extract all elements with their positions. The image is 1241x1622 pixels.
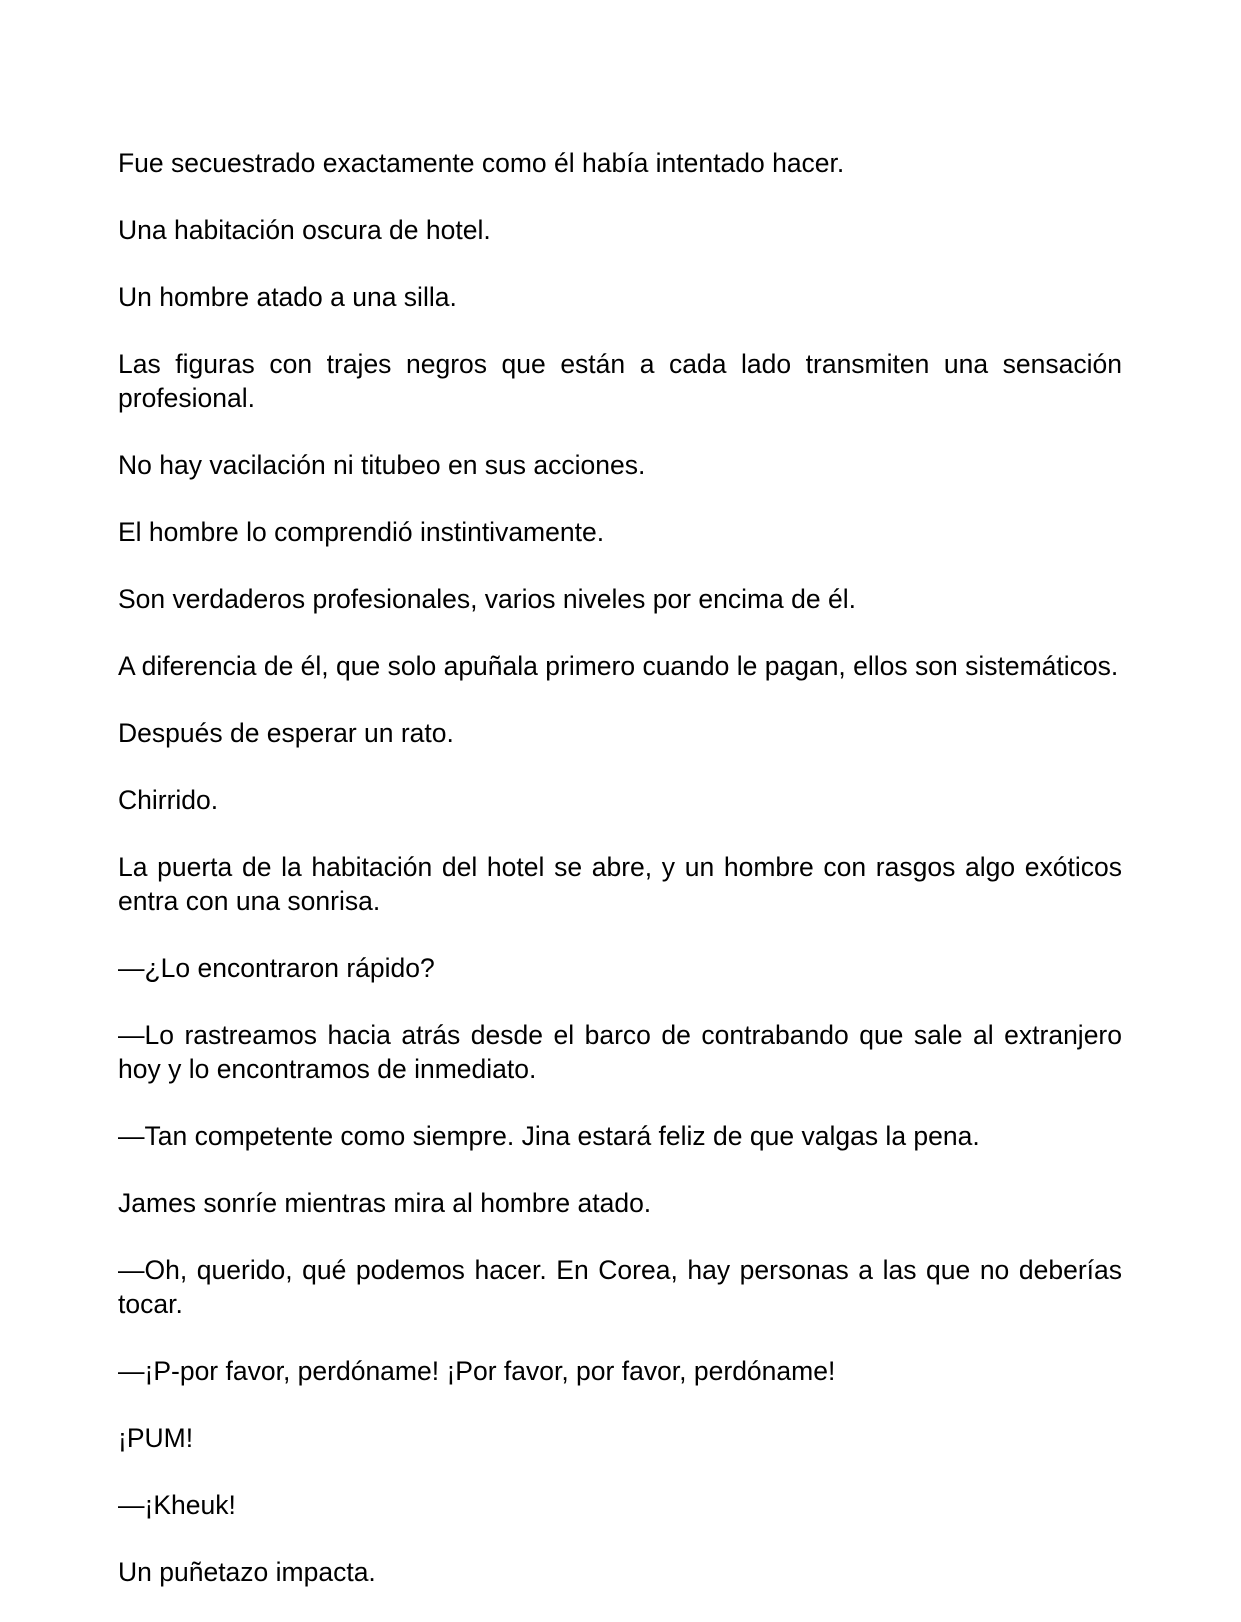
paragraph-5: No hay vacilación ni titubeo en sus acciones.: [118, 450, 646, 480]
paragraph-6: El hombre lo comprendió instintivamente.: [118, 517, 605, 547]
paragraph-9: Después de esperar un rato.: [118, 718, 454, 748]
paragraph-17: —¡P-por favor, perdóname! ¡Por favor, por favor, perdóname!: [118, 1356, 836, 1386]
paragraph-15: James sonríe mientras mira al hombre atado.: [118, 1188, 652, 1218]
paragraph-10: Chirrido.: [118, 785, 219, 815]
paragraph-1: Fue secuestrado exactamente como él había intentado hacer.: [118, 148, 845, 178]
paragraph-11: La puerta de la habitación del hotel se abre, y un hombre con rasgos algo exóticos entra con una sonrisa.: [118, 852, 1122, 916]
paragraph-20: Un puñetazo impacta.: [118, 1557, 376, 1587]
paragraph-19: —¡Kheuk!: [118, 1490, 236, 1520]
paragraph-16: —Oh, querido, qué podemos hacer. En Corea, hay personas a las que no deberías tocar.: [118, 1255, 1122, 1319]
paragraph-3: Un hombre atado a una silla.: [118, 282, 457, 312]
paragraph-4: Las figuras con trajes negros que están a cada lado transmiten una sensación profesional.: [118, 349, 1122, 413]
paragraph-8: A diferencia de él, que solo apuñala primero cuando le pagan, ellos son sistemáticos.: [118, 651, 1119, 681]
paragraph-2: Una habitación oscura de hotel.: [118, 215, 491, 245]
document-page: [118, 146, 1122, 1622]
paragraph-14: —Tan competente como siempre. Jina estará feliz de que valgas la pena.: [118, 1121, 980, 1151]
paragraph-13: —Lo rastreamos hacia atrás desde el barco de contrabando que sale al extranjero hoy y lo encontramos de inmediato.: [118, 1020, 1122, 1084]
paragraph-7: Son verdaderos profesionales, varios niveles por encima de él.: [118, 584, 856, 614]
paragraph-12: —¿Lo encontraron rápido?: [118, 953, 435, 983]
paragraph-18: ¡PUM!: [118, 1423, 194, 1453]
